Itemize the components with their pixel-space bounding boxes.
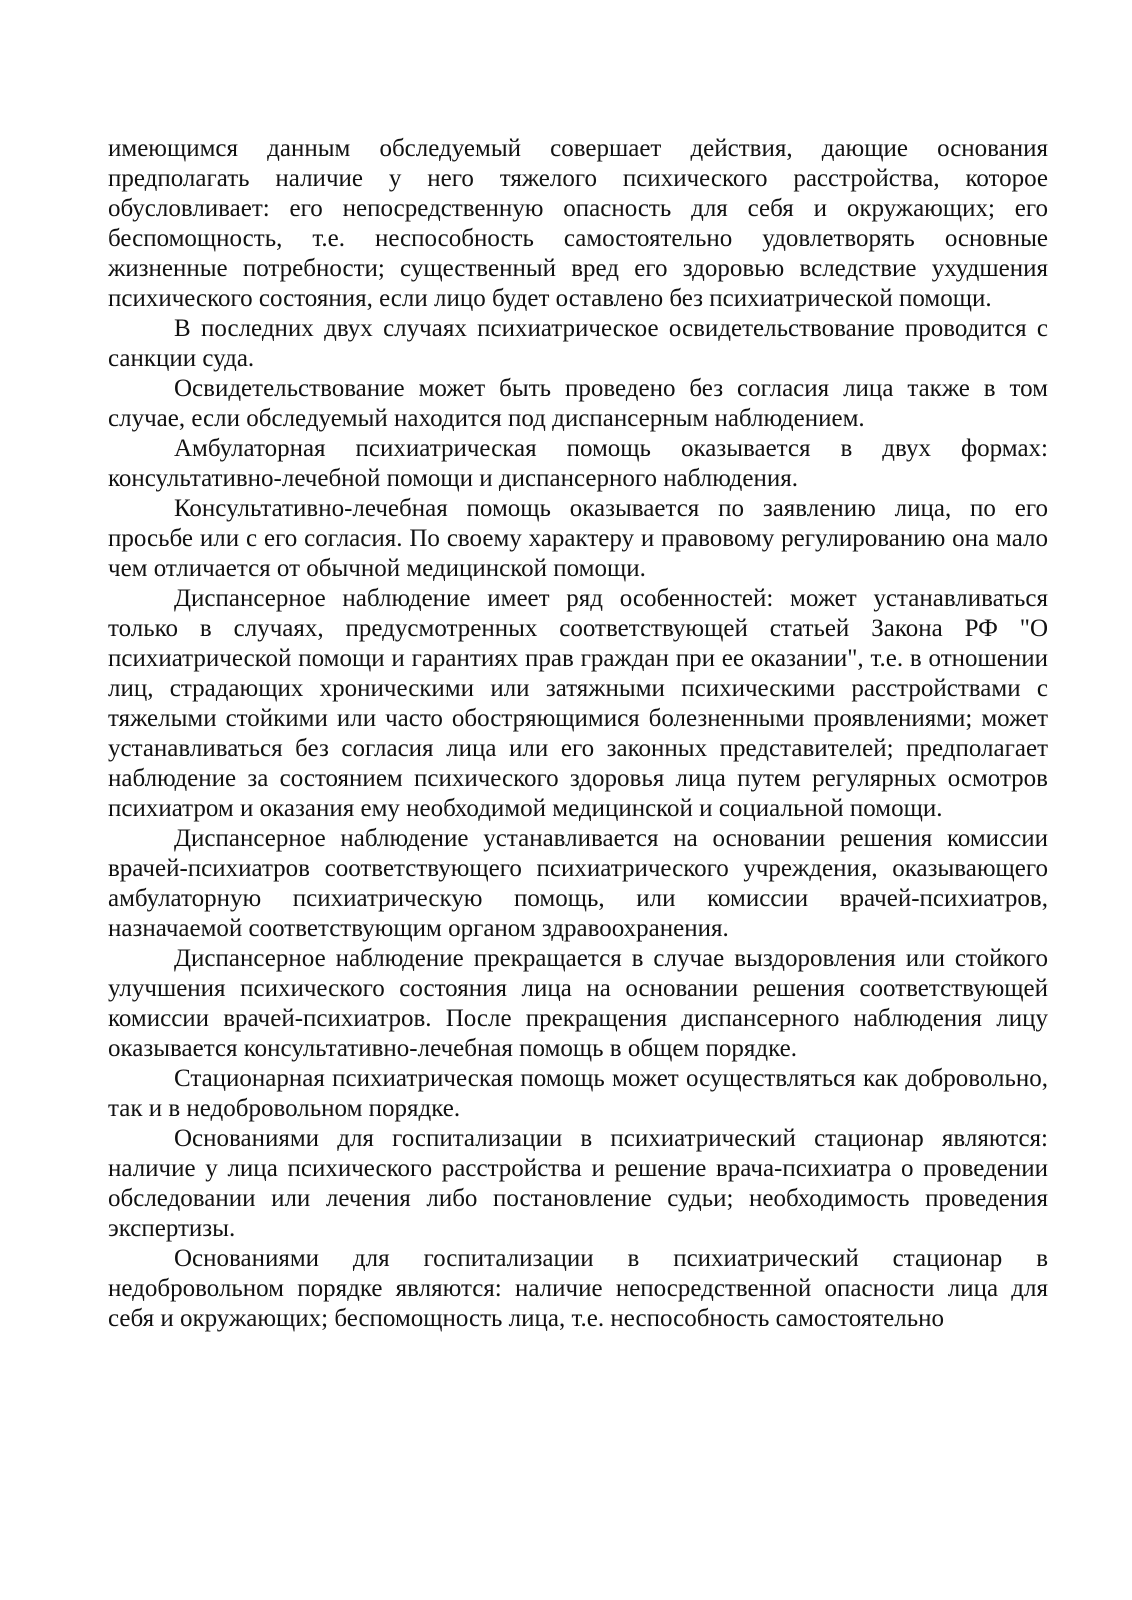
paragraph: Стационарная психиатрическая помощь может осуществляться как добровольно, так и в недобровольном порядке. [108, 1065, 1048, 1122]
paragraph: Диспансерное наблюдение прекращается в случае выздоровления или стойкого улучшения психического состояния лица на основании решения соответствующей комиссии врачей-психиатров. После прекращения диспансерного наблюдения лицу оказывается консультативно-лечебная помощь в общем порядке. [108, 945, 1048, 1062]
paragraph: Консультативно-лечебная помощь оказывается по заявлению лица, по его просьбе или с его согласия. По своему характеру и правовому регулированию она мало чем отличается от обычной медицинской помощи. [108, 495, 1048, 582]
paragraph: Диспансерное наблюдение устанавливается на основании решения комиссии врачей-психиатров соответствующего психиатрического учреждения, оказывающего амбулаторную психиатрическую помощь, или комиссии врачей-психиатров, назначаемой соответствующим органом здравоохранения. [108, 825, 1048, 942]
paragraph: Основаниями для госпитализации в психиатрический стационар являются: наличие у лица психического расстройства и решение врача-психиатра о проведении обследовании или лечения либо постановление судьи; необходимость проведения экспертизы. [108, 1125, 1048, 1242]
paragraph: Амбулаторная психиатрическая помощь оказывается в двух формах: консультативно-лечебной помощи и диспансерного наблюдения. [108, 435, 1048, 492]
paragraph: В последних двух случаях психиатрическое освидетельствование проводится с санкции суда. [108, 315, 1048, 372]
document-page [108, 134, 1048, 1334]
paragraph-continuation: имеющимся данным обследуемый совершает действия, дающие основания предполагать наличие у него тяжелого психического расстройства, которое обусловливает: его непосредственную опасность для себя и окружающих; его беспомощность, т.е. неспособность самостоятельно удовлетворять основные жизненные потребности; существенный вред его здоровью вследствие ухудшения психического состояния, если лицо будет оставлено без психиатрической помощи. [108, 135, 1048, 312]
paragraph: Диспансерное наблюдение имеет ряд особенностей: может устанавливаться только в случаях, предусмотренных соответствующей статьей Закона РФ "О психиатрической помощи и гарантиях прав граждан при ее оказании", т.е. в отношении лиц, страдающих хроническими или затяжными психическими расстройствами с тяжелыми стойкими или часто обостряющимися болезненными проявлениями; может устанавливаться без согласия лица или его законных представителей; предполагает наблюдение за состоянием психического здоровья лица путем регулярных осмотров психиатром и оказания ему необходимой медицинской и социальной помощи. [108, 585, 1048, 822]
paragraph-truncated: Основаниями для госпитализации в психиатрический стационар в недобровольном порядке являются: наличие непосредственной опасности лица для себя и окружающих; беспомощность лица, т.е. неспособность самостоятельно [108, 1245, 1048, 1332]
paragraph: Освидетельствование может быть проведено без согласия лица также в том случае, если обследуемый находится под диспансерным наблюдением. [108, 375, 1048, 432]
